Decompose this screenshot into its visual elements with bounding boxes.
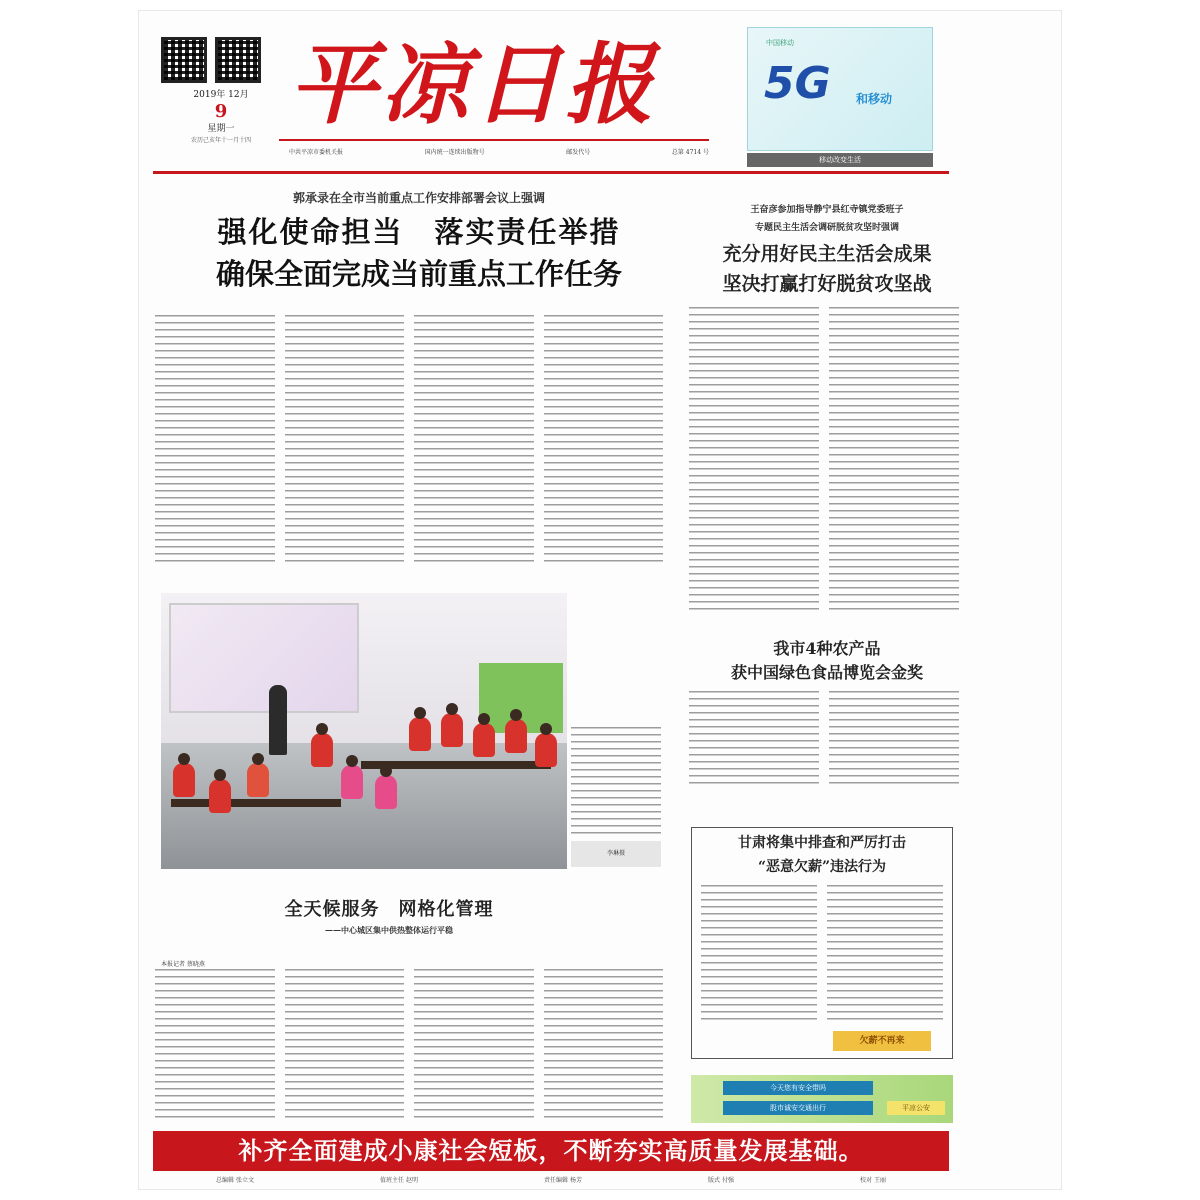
mid-headline-line2: 获中国绿色食品博览会金奖: [730, 663, 923, 682]
text-column: [155, 969, 275, 1121]
bottom-body-text: [155, 969, 663, 1121]
text-column: [827, 885, 943, 1025]
photo-child: [209, 779, 231, 813]
mid-headline-line1: 我市4种农产品: [773, 639, 881, 658]
footer-item: 值班主任 赵明: [380, 1177, 418, 1184]
masthead-title: 平凉日报: [289, 32, 658, 136]
ad-5g-mark: 5G: [764, 58, 831, 109]
photo-screen: [169, 603, 359, 713]
right-headline-line2: 坚决打赢打好脱贫攻坚战: [722, 273, 932, 295]
boxed-badge: 欠薪不再来: [833, 1031, 931, 1051]
qr-code-icon[interactable]: [215, 37, 261, 83]
lead-headline[interactable]: [159, 211, 679, 295]
text-column: [701, 885, 817, 1025]
right-kicker: [695, 201, 959, 237]
right-headline[interactable]: [695, 239, 959, 299]
mid-headline[interactable]: [695, 637, 959, 685]
photo-child: [409, 717, 431, 751]
right-body-text: [689, 307, 959, 615]
lunar-date: 农历己亥年十一月十四: [190, 137, 251, 144]
photo-child: [441, 713, 463, 747]
bottom-subhead: ——中心城区集中供热整体运行平稳: [325, 925, 453, 935]
photo-teacher: [269, 685, 287, 755]
footer-item: 总编辑 张立文: [216, 1177, 254, 1184]
header-rule: [153, 171, 949, 174]
caption-text: [571, 727, 661, 839]
text-column: [155, 315, 275, 565]
issue-weekday: 星期一: [207, 124, 235, 134]
bottom-advertisement[interactable]: [691, 1075, 953, 1123]
top-advertisement[interactable]: [747, 27, 933, 151]
text-column: [544, 315, 664, 565]
text-column: [414, 969, 534, 1121]
lead-kicker: 郭承录在全市当前重点工作安排部署会议上强调: [292, 191, 545, 205]
right-kicker-line1: 王奋彦参加指导静宁县红寺镇党委班子: [750, 205, 904, 215]
photo-child: [247, 763, 269, 797]
photo-child: [173, 763, 195, 797]
meta-item: 邮发代号: [566, 149, 591, 156]
right-headline-line1: 充分用好民主生活会成果: [722, 243, 932, 265]
photo-child: [311, 733, 333, 767]
text-column: [285, 969, 405, 1121]
photo-caption: [571, 727, 661, 839]
boxed-headline-line1: 甘肃将集中排查和严厉打击: [738, 835, 906, 851]
issue-date: [161, 89, 281, 147]
meta-item: 国内统一连续出版物号: [424, 149, 485, 156]
photo-child: [341, 765, 363, 799]
ad-logo: 中国移动: [766, 39, 794, 47]
footer-item: 责任编辑 杨芳: [544, 1177, 582, 1184]
issue-month: 2019年 12月: [193, 90, 249, 100]
boxed-headline[interactable]: [691, 831, 953, 879]
photo-table: [171, 799, 341, 807]
photo-child: [535, 733, 557, 767]
text-column: [414, 315, 534, 565]
editor-footer: [153, 1175, 949, 1187]
text-column: [689, 307, 819, 615]
qr-code-icon[interactable]: [161, 37, 207, 83]
footer-item: 版式 付强: [708, 1177, 734, 1184]
ad-badge: 平凉公安: [887, 1101, 945, 1115]
bottom-headline[interactable]: 全天候服务 网格化管理: [284, 899, 494, 920]
meta-item: 中共平凉市委机关报: [289, 149, 344, 156]
meta-item: 总第 4714 号: [671, 149, 709, 156]
text-column: [829, 691, 959, 789]
footer-item: 校对 王丽: [860, 1177, 886, 1184]
boxed-headline-line2: “恶意欠薪”违法行为: [757, 859, 887, 875]
masthead-divider: [279, 139, 709, 141]
news-photo[interactable]: [161, 593, 567, 869]
issue-day: 9: [214, 101, 228, 122]
text-column: [829, 307, 959, 615]
photo-credit: 李琳摄: [571, 841, 661, 867]
text-column: [544, 969, 664, 1121]
photo-child: [473, 723, 495, 757]
text-column: [689, 691, 819, 789]
boxed-body-text: [701, 885, 943, 1025]
ad-top-strip: 移动改变生活: [747, 153, 933, 167]
lead-body-text: [155, 315, 663, 565]
bottom-byline: 本报记者 蔡晓燕: [161, 961, 205, 968]
photo-child: [505, 719, 527, 753]
text-column: [285, 315, 405, 565]
lead-headline-line1: 强化使命担当 落实责任举措: [217, 215, 621, 249]
mid-body-text: [689, 691, 959, 789]
ad-line: 今天您有安全带吗: [723, 1081, 873, 1095]
newspaper-front-page: [138, 10, 1062, 1190]
lead-headline-line2: 确保全面完成当前重点工作任务: [215, 257, 622, 291]
ad-brand: 和移动: [856, 92, 893, 106]
ad-line: 股市诚安交通出行: [723, 1101, 873, 1115]
slogan-banner: 补齐全面建成小康社会短板，不断夯实高质量发展基础。: [153, 1131, 949, 1171]
masthead-meta: [289, 147, 709, 156]
photo-child: [375, 775, 397, 809]
right-kicker-line2: 专题民主生活会调研脱贫攻坚时强调: [754, 223, 899, 233]
